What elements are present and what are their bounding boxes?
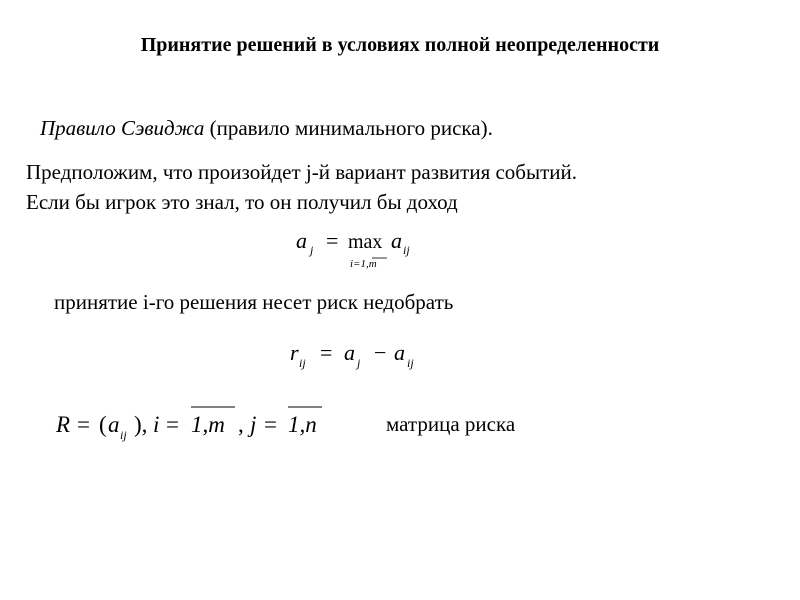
- formula3-a: a: [108, 412, 120, 437]
- risk-text: принятие i-го решения несет риск недобрать: [54, 290, 454, 314]
- formula2-a1-sub: j: [357, 356, 361, 370]
- rule-heading: [40, 116, 493, 141]
- formula1-lhs: a: [296, 228, 307, 253]
- formula1-op-sub: i=1,m: [350, 258, 377, 270]
- formula3-range-i: 1,m: [191, 412, 225, 437]
- formula1-rhs: a: [391, 228, 402, 253]
- formula3-R: R: [56, 412, 71, 437]
- formula-max-income: [290, 222, 430, 274]
- formula3-range-j: 1,n: [288, 412, 317, 437]
- formula2-a2-sub: ij: [407, 356, 414, 370]
- formula1-lhs-sub: j: [310, 243, 314, 257]
- rule-description: (правило минимального риска).: [204, 116, 493, 140]
- intro-line-1: Предположим, что произойдет j-й вариант развития событий.: [26, 160, 577, 184]
- formula3-eq3: =: [264, 412, 277, 437]
- matrix-label: матрица риска: [386, 412, 516, 436]
- intro-line-2: Если бы игрок это знал, то он получил бы доход: [26, 190, 458, 214]
- formula2-r: r: [290, 340, 299, 365]
- formula3-open: (: [99, 412, 107, 437]
- formula3-i: i: [153, 412, 160, 437]
- formula3-a-sub: ij: [120, 428, 127, 442]
- formula1-op: max: [348, 231, 383, 253]
- formula1-rhs-sub: ij: [403, 243, 410, 257]
- rule-name: Правило Сэвиджа: [40, 116, 205, 140]
- formula2-minus: −: [374, 340, 387, 365]
- formula2-a1: a: [344, 340, 355, 365]
- formula-risk-matrix: [52, 400, 342, 446]
- formula2-a2: a: [394, 340, 405, 365]
- formula2-eq: =: [320, 340, 333, 365]
- formula-risk: [286, 334, 436, 374]
- formula3-j: j: [250, 412, 257, 437]
- formula3-eq2: =: [166, 412, 179, 437]
- formula1-eq: =: [326, 228, 339, 253]
- intro-paragraph: [26, 157, 577, 217]
- formula3-comma: ,: [238, 412, 244, 437]
- page-title: Принятие решений в условиях полной неопределенности: [140, 34, 660, 56]
- formula3-eq1: =: [77, 412, 90, 437]
- formula2-r-sub: ij: [299, 356, 306, 370]
- formula3-close: ),: [134, 412, 148, 437]
